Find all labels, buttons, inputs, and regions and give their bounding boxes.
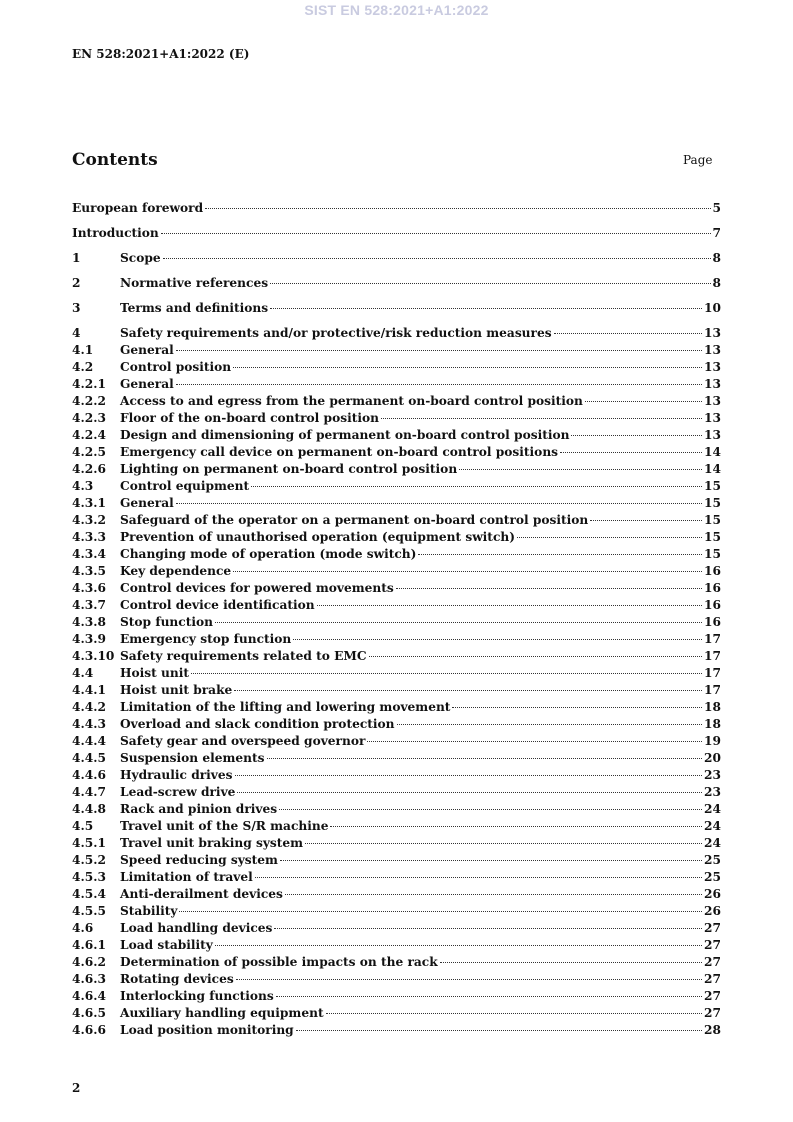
toc-entry-number: 4.2.3	[72, 411, 106, 425]
toc-entry-page: 27	[704, 989, 721, 1003]
toc-entry[interactable]	[72, 649, 721, 666]
toc-entry-page: 8	[712, 276, 721, 290]
toc-entry[interactable]	[72, 853, 721, 870]
toc-entry[interactable]	[72, 632, 721, 649]
dot-leader	[279, 809, 702, 810]
toc-entry[interactable]	[72, 530, 721, 547]
toc-entry-page: 15	[704, 547, 721, 561]
dot-leader	[554, 333, 702, 334]
toc-entry-page: 24	[704, 802, 721, 816]
toc-entry-page: 15	[704, 530, 721, 544]
toc-entry-page: 13	[704, 360, 721, 374]
toc-entry-title[interactable]: Load handling devices	[120, 921, 273, 935]
toc-entry-title[interactable]: Load stability	[120, 938, 213, 952]
dot-leader	[585, 401, 702, 402]
dot-leader	[285, 894, 702, 895]
toc-entry[interactable]	[72, 615, 721, 632]
dot-leader	[381, 418, 702, 419]
toc-entry-title[interactable]: Stability	[120, 904, 178, 918]
toc-entry[interactable]	[72, 870, 721, 887]
toc-entry[interactable]	[72, 428, 721, 445]
toc-entry[interactable]	[72, 972, 721, 989]
toc-entry[interactable]	[72, 251, 721, 268]
toc-entry[interactable]	[72, 768, 721, 785]
toc-entry-page: 13	[704, 411, 721, 425]
toc-entry-title[interactable]: Terms and definitions	[120, 301, 269, 315]
dot-leader	[267, 758, 703, 759]
toc-entry-page: 10	[704, 301, 721, 315]
toc-entry-page: 16	[704, 598, 721, 612]
dot-leader	[590, 520, 702, 521]
toc-entry[interactable]	[72, 377, 721, 394]
toc-entry[interactable]	[72, 921, 721, 938]
toc-entry-number: 4.6.2	[72, 955, 106, 969]
toc-entry-title[interactable]: Safety requirements related to EMC	[120, 649, 367, 663]
dot-leader	[280, 860, 702, 861]
dot-leader	[440, 962, 702, 963]
toc-entry-page: 16	[704, 564, 721, 578]
toc-entry-page: 20	[704, 751, 721, 765]
toc-entry-number: 4.3.2	[72, 513, 106, 527]
dot-leader	[176, 384, 702, 385]
toc-entry-page: 14	[704, 462, 721, 476]
toc-entry-number: 4.5.2	[72, 853, 106, 867]
toc-entry-number: 4.4	[72, 666, 94, 680]
toc-entry-number: 4.4.2	[72, 700, 106, 714]
toc-entry-number: 4.2.2	[72, 394, 106, 408]
toc-entry[interactable]	[72, 276, 721, 293]
toc-entry-page: 13	[704, 377, 721, 391]
toc-entry-number: 4.2.1	[72, 377, 106, 391]
toc-entry[interactable]	[72, 301, 721, 318]
dot-leader	[163, 258, 711, 259]
toc-entry-number: 4.3	[72, 479, 94, 493]
toc-entry-title[interactable]: Load position monitoring	[120, 1023, 294, 1037]
toc-entry-page: 13	[704, 428, 721, 442]
dot-leader	[452, 707, 702, 708]
toc-entry-title[interactable]: General	[120, 343, 174, 357]
toc-entry-number: 4.6.6	[72, 1023, 106, 1037]
toc-entry-title[interactable]: Auxiliary handling equipment	[120, 1006, 324, 1020]
toc-entry-title[interactable]: Lighting on permanent on-board control position	[120, 462, 458, 476]
toc-entry-page: 26	[704, 904, 721, 918]
toc-entry-page: 17	[704, 683, 721, 697]
toc-entry-title[interactable]: Normative references	[120, 276, 269, 290]
toc-entry-number: 4.5.3	[72, 870, 106, 884]
dot-leader	[317, 605, 702, 606]
toc-entry[interactable]	[72, 513, 721, 530]
toc-entry-page: 26	[704, 887, 721, 901]
toc-entry-number: 4.5.4	[72, 887, 106, 901]
toc-entry-title[interactable]: Key dependence	[120, 564, 232, 578]
toc-entry-number: 4.3.10	[72, 649, 115, 663]
toc-entry-title[interactable]: Limitation of the lifting and lowering movement	[120, 700, 451, 714]
toc-entry-number: 4.4.8	[72, 802, 106, 816]
dot-leader	[397, 724, 703, 725]
dot-leader	[459, 469, 702, 470]
toc-entry-title[interactable]: Emergency call device on permanent on-board control positions	[120, 445, 559, 459]
dot-leader	[235, 775, 703, 776]
toc-entry-title[interactable]: Changing mode of operation (mode switch)	[120, 547, 417, 561]
toc-entry-number: 4.6.5	[72, 1006, 106, 1020]
toc-entry-page: 23	[704, 785, 721, 799]
toc-entry-title[interactable]: Travel unit of the S/R machine	[120, 819, 329, 833]
toc-entry-number: 4.6	[72, 921, 94, 935]
toc-entry-page: 16	[704, 581, 721, 595]
toc-entry[interactable]	[72, 836, 721, 853]
dot-leader	[270, 308, 702, 309]
toc-entry[interactable]	[72, 411, 721, 428]
toc-entry-title[interactable]: Anti-derailment devices	[120, 887, 283, 901]
toc-entry-page: 7	[712, 226, 721, 240]
toc-entry[interactable]	[72, 1023, 721, 1040]
dot-leader	[274, 928, 702, 929]
toc-entry-number: 4.4.1	[72, 683, 106, 697]
toc-entry-title[interactable]: Control equipment	[120, 479, 250, 493]
toc-entry-page: 24	[704, 836, 721, 850]
toc-entry[interactable]	[72, 700, 721, 717]
toc-entry-number: 4.6.4	[72, 989, 106, 1003]
toc-entry-title[interactable]: Emergency stop function	[120, 632, 292, 646]
dot-leader	[326, 1013, 702, 1014]
toc-entry-number: 4.6.3	[72, 972, 106, 986]
toc-entry-number: 4.3.9	[72, 632, 106, 646]
dot-leader	[418, 554, 702, 555]
toc-entry[interactable]	[72, 904, 721, 921]
toc-entry[interactable]	[72, 201, 721, 218]
toc-entry[interactable]	[72, 683, 721, 700]
toc-entry-page: 18	[704, 717, 721, 731]
toc-entry-page: 15	[704, 479, 721, 493]
toc-entry-number: 4.2	[72, 360, 94, 374]
dot-leader	[161, 233, 711, 234]
dot-leader	[215, 945, 702, 946]
toc-entry-title[interactable]: Hoist unit	[120, 666, 189, 680]
dot-leader	[176, 350, 702, 351]
toc-entry[interactable]	[72, 445, 721, 462]
toc-entry-page: 25	[704, 870, 721, 884]
toc-entry-number: 4.4.3	[72, 717, 106, 731]
toc-entry-title[interactable]: Speed reducing system	[120, 853, 278, 867]
toc-entry-title[interactable]: Rack and pinion drives	[120, 802, 278, 816]
toc-entry-title[interactable]: General	[120, 496, 174, 510]
toc-entry-title[interactable]: Introduction	[72, 226, 159, 240]
dot-leader	[176, 503, 702, 504]
toc-entry-number: 4.2.4	[72, 428, 106, 442]
toc-entry[interactable]	[72, 360, 721, 377]
toc-entry-page: 17	[704, 632, 721, 646]
toc-entry[interactable]	[72, 462, 721, 479]
dot-leader	[296, 1030, 702, 1031]
toc-entry-title[interactable]: Floor of the on-board control position	[120, 411, 379, 425]
dot-leader	[236, 979, 702, 980]
toc-entry-number: 4.4.6	[72, 768, 106, 782]
toc-entry-number: 4.5.5	[72, 904, 106, 918]
toc-entry-title[interactable]: General	[120, 377, 174, 391]
toc-entry[interactable]	[72, 343, 721, 360]
toc-entry-title[interactable]: Overload and slack condition protection	[120, 717, 395, 731]
toc-entry-number: 4.3.3	[72, 530, 106, 544]
toc-entry-title[interactable]: Suspension elements	[120, 751, 265, 765]
toc-entry[interactable]	[72, 751, 721, 768]
dot-leader	[276, 996, 702, 997]
toc-entry-number: 4.1	[72, 343, 94, 357]
toc-entry-title[interactable]: Control device identification	[120, 598, 315, 612]
toc-entry-page: 23	[704, 768, 721, 782]
toc-entry[interactable]	[72, 226, 721, 243]
toc-entry[interactable]	[72, 496, 721, 513]
toc-entry-title[interactable]: Safeguard of the operator on a permanent on-board control position	[120, 513, 589, 527]
toc-entry[interactable]	[72, 564, 721, 581]
toc-entry-page: 15	[704, 513, 721, 527]
dot-leader	[233, 367, 702, 368]
toc-entry-page: 13	[704, 343, 721, 357]
toc-entry-page: 15	[704, 496, 721, 510]
toc-entry-page: 5	[712, 201, 721, 215]
toc-entry-title[interactable]: Hoist unit brake	[120, 683, 233, 697]
toc-entry-number: 4.2.5	[72, 445, 106, 459]
dot-leader	[191, 673, 702, 674]
toc-entry-title[interactable]: European foreword	[72, 201, 204, 215]
toc-entry-title[interactable]: Safety requirements and/or protective/risk reduction measures	[120, 326, 552, 340]
toc-entry-title[interactable]: Travel unit braking system	[120, 836, 304, 850]
toc-entry-title[interactable]: Safety gear and overspeed governor	[120, 734, 366, 748]
watermark-text: SIST EN 528:2021+A1:2022	[304, 2, 489, 18]
dot-leader	[369, 656, 702, 657]
dot-leader	[305, 843, 702, 844]
toc-entry-page: 25	[704, 853, 721, 867]
dot-leader	[233, 571, 702, 572]
table-of-contents	[72, 201, 721, 1040]
toc-entry[interactable]	[72, 326, 721, 343]
toc-entry-number: 4.3.4	[72, 547, 106, 561]
toc-entry-title[interactable]: Rotating devices	[120, 972, 234, 986]
toc-entry-title[interactable]: Prevention of unauthorised operation (equipment switch)	[120, 530, 515, 544]
dot-leader	[396, 588, 702, 589]
toc-entry-title[interactable]: Control position	[120, 360, 232, 374]
dot-leader	[234, 690, 702, 691]
toc-entry-page: 17	[704, 666, 721, 680]
toc-entry[interactable]	[72, 666, 721, 683]
toc-entry-number: 4.3.1	[72, 496, 106, 510]
toc-entry[interactable]	[72, 717, 721, 734]
document-header: EN 528:2021+A1:2022 (E)	[72, 47, 250, 61]
toc-entry-number: 4.2.6	[72, 462, 106, 476]
dot-leader	[215, 622, 702, 623]
dot-leader	[251, 486, 702, 487]
dot-leader	[255, 877, 702, 878]
toc-entry[interactable]	[72, 1006, 721, 1023]
toc-entry[interactable]	[72, 989, 721, 1006]
toc-entry-page: 16	[704, 615, 721, 629]
toc-entry-number: 1	[72, 251, 81, 265]
toc-entry-number: 4.3.5	[72, 564, 106, 578]
dot-leader	[270, 283, 710, 284]
toc-entry[interactable]	[72, 394, 721, 411]
toc-entry-page: 13	[704, 394, 721, 408]
toc-entry[interactable]	[72, 598, 721, 615]
toc-entry-page: 27	[704, 955, 721, 969]
toc-entry-page: 27	[704, 1006, 721, 1020]
dot-leader	[330, 826, 702, 827]
toc-entry-number: 2	[72, 276, 81, 290]
toc-entry-title[interactable]: Access to and egress from the permanent on-board control position	[120, 394, 583, 408]
contents-heading: Contents	[72, 150, 158, 170]
toc-entry-page: 19	[704, 734, 721, 748]
toc-entry[interactable]	[72, 547, 721, 564]
toc-entry-page: 13	[704, 326, 721, 340]
toc-entry[interactable]	[72, 819, 721, 836]
toc-entry-number: 4.4.5	[72, 751, 106, 765]
toc-entry-title[interactable]: Determination of possible impacts on the rack	[120, 955, 438, 969]
toc-entry-number: 4.5.1	[72, 836, 106, 850]
dot-leader	[237, 792, 702, 793]
toc-entry-title[interactable]: Interlocking functions	[120, 989, 274, 1003]
toc-entry-number: 4.3.7	[72, 598, 106, 612]
toc-entry[interactable]	[72, 734, 721, 751]
page-number: 2	[72, 1081, 81, 1095]
toc-entry-page: 14	[704, 445, 721, 459]
toc-entry-title[interactable]: Control devices for powered movements	[120, 581, 394, 595]
toc-entry-number: 4.3.6	[72, 581, 106, 595]
toc-entry-title[interactable]: Design and dimensioning of permanent on-board control position	[120, 428, 570, 442]
dot-leader	[517, 537, 702, 538]
toc-entry-title[interactable]: Scope	[120, 251, 161, 265]
dot-leader	[205, 208, 710, 209]
toc-entry-page: 8	[712, 251, 721, 265]
toc-entry-page: 27	[704, 938, 721, 952]
toc-entry-page: 18	[704, 700, 721, 714]
toc-entry-number: 4	[72, 326, 81, 340]
toc-entry-title[interactable]: Stop function	[120, 615, 213, 629]
toc-entry[interactable]	[72, 581, 721, 598]
toc-entry-page: 24	[704, 819, 721, 833]
toc-entry-title[interactable]: Limitation of travel	[120, 870, 253, 884]
toc-entry[interactable]	[72, 802, 721, 819]
page-column-label: Page	[683, 153, 713, 167]
toc-entry-number: 4.4.7	[72, 785, 106, 799]
toc-entry-number: 3	[72, 301, 81, 315]
toc-entry-title[interactable]: Lead-screw drive	[120, 785, 236, 799]
toc-entry-number: 4.3.8	[72, 615, 106, 629]
toc-entry-page: 28	[704, 1023, 721, 1037]
toc-entry[interactable]	[72, 938, 721, 955]
toc-entry[interactable]	[72, 785, 721, 802]
toc-entry-page: 17	[704, 649, 721, 663]
toc-entry-number: 4.4.4	[72, 734, 106, 748]
toc-entry-page: 27	[704, 972, 721, 986]
toc-entry[interactable]	[72, 887, 721, 904]
toc-entry-number: 4.5	[72, 819, 94, 833]
toc-entry[interactable]	[72, 955, 721, 972]
toc-entry-title[interactable]: Hydraulic drives	[120, 768, 233, 782]
toc-entry[interactable]	[72, 479, 721, 496]
dot-leader	[293, 639, 702, 640]
dot-leader	[571, 435, 702, 436]
toc-entry-number: 4.6.1	[72, 938, 106, 952]
toc-entry-page: 27	[704, 921, 721, 935]
dot-leader	[179, 911, 702, 912]
dot-leader	[367, 741, 702, 742]
dot-leader	[560, 452, 702, 453]
